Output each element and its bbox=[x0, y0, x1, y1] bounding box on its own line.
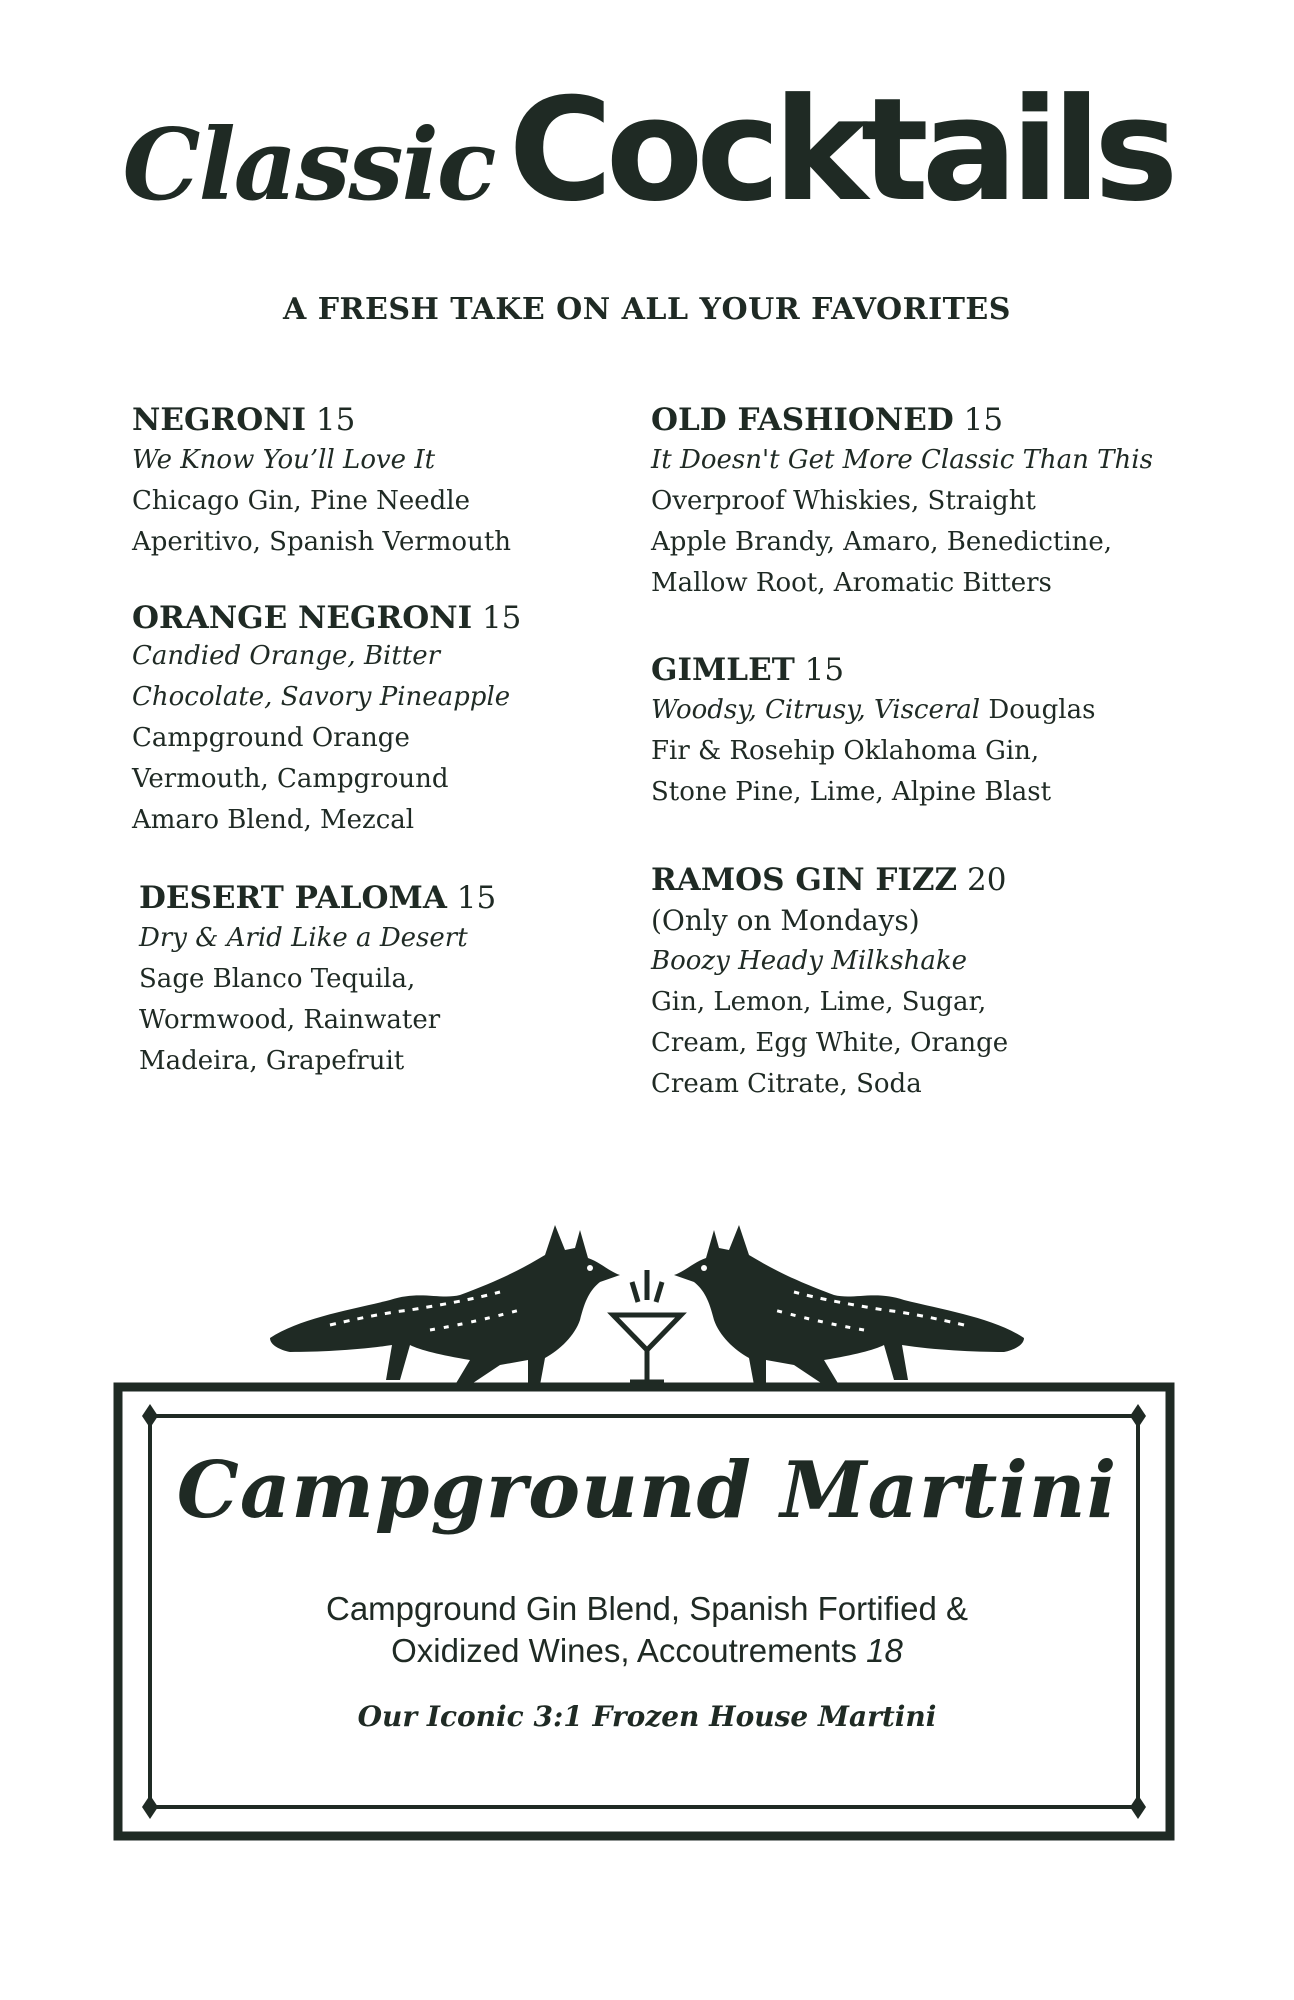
feature-price: 18 bbox=[866, 1632, 903, 1669]
item-ingredients: Gin, Lemon, Lime, Sugar, bbox=[651, 987, 987, 1017]
title-classic: Classic bbox=[122, 108, 495, 223]
item-tagline: We Know You’ll Love It bbox=[132, 445, 436, 475]
item-tagline: It Doesn't Get More Classic Than This bbox=[651, 445, 1153, 475]
item-ingredients: Campground Orange bbox=[132, 723, 410, 753]
item-price: 15 bbox=[481, 600, 522, 636]
feature-tagline: Our Iconic 3:1 Frozen House Martini bbox=[357, 1700, 937, 1733]
item-ingredients: Chicago Gin, Pine Needle bbox=[132, 486, 471, 516]
item-ingredients: Mallow Root, Aromatic Bitters bbox=[651, 568, 1052, 598]
item-ingredients: Sage Blanco Tequila, bbox=[139, 964, 416, 994]
item-price: 20 bbox=[967, 862, 1007, 898]
item-price: 15 bbox=[456, 880, 497, 916]
item-name: NEGRONI bbox=[132, 402, 307, 438]
item-name: DESERT PALOMA bbox=[139, 880, 447, 916]
item-ingredients: Wormwood, Rainwater bbox=[139, 1005, 441, 1035]
item-ingredients: Cream, Egg White, Orange bbox=[651, 1028, 1009, 1058]
martini-glass-icon bbox=[613, 1270, 681, 1382]
item-ingredients: Fir & Rosehip Oklahoma Gin, bbox=[651, 736, 1040, 766]
item-ingredients: Aperitivo, Spanish Vermouth bbox=[132, 527, 512, 557]
item-name: GIMLET bbox=[651, 652, 795, 688]
item-tagline: Woodsy, Citrusy, Visceral bbox=[651, 695, 981, 725]
item-ingredients: Amaro Blend, Mezcal bbox=[132, 805, 415, 835]
item-name: OLD FASHIONED bbox=[651, 402, 954, 438]
item-ingredients: Vermouth, Campground bbox=[132, 764, 449, 794]
title-cocktails: Cocktails bbox=[508, 68, 1172, 233]
menu-subtitle: A FRESH TAKE ON ALL YOUR FAVORITES bbox=[283, 292, 1011, 327]
feature-description-line: Oxidized Wines, Accoutrements bbox=[391, 1632, 857, 1669]
item-price: 15 bbox=[804, 652, 845, 688]
item-tagline: Chocolate, Savory Pineapple bbox=[132, 682, 511, 712]
feature-description-line: Campground Gin Blend, Spanish Fortified & bbox=[325, 1590, 969, 1627]
item-ingredients: Douglas bbox=[980, 695, 1096, 725]
item-tagline: Boozy Heady Milkshake bbox=[651, 946, 967, 976]
item-price: 15 bbox=[963, 402, 1004, 438]
item-ingredients: Apple Brandy, Amaro, Benedictine, bbox=[651, 527, 1113, 557]
item-ingredients: Stone Pine, Lime, Alpine Blast bbox=[651, 777, 1052, 807]
fox-right-icon bbox=[674, 1225, 1024, 1385]
item-name: ORANGE NEGRONI bbox=[132, 600, 473, 636]
item-name: RAMOS GIN FIZZ bbox=[651, 862, 958, 898]
feature-description bbox=[116, 1588, 1178, 1672]
item-note: (Only on Mondays) bbox=[651, 904, 920, 937]
fox-left-icon bbox=[270, 1225, 620, 1385]
item-ingredients: Overproof Whiskies, Straight bbox=[651, 486, 1036, 516]
item-tagline: Dry & Arid Like a Desert bbox=[139, 923, 468, 953]
item-ingredients: Madeira, Grapefruit bbox=[139, 1046, 405, 1076]
item-ingredients: Cream Citrate, Soda bbox=[651, 1069, 922, 1099]
item-tagline: Candied Orange, Bitter bbox=[132, 641, 441, 671]
feature-name: Campground Martini bbox=[176, 1445, 1118, 1536]
item-price: 15 bbox=[315, 402, 356, 438]
